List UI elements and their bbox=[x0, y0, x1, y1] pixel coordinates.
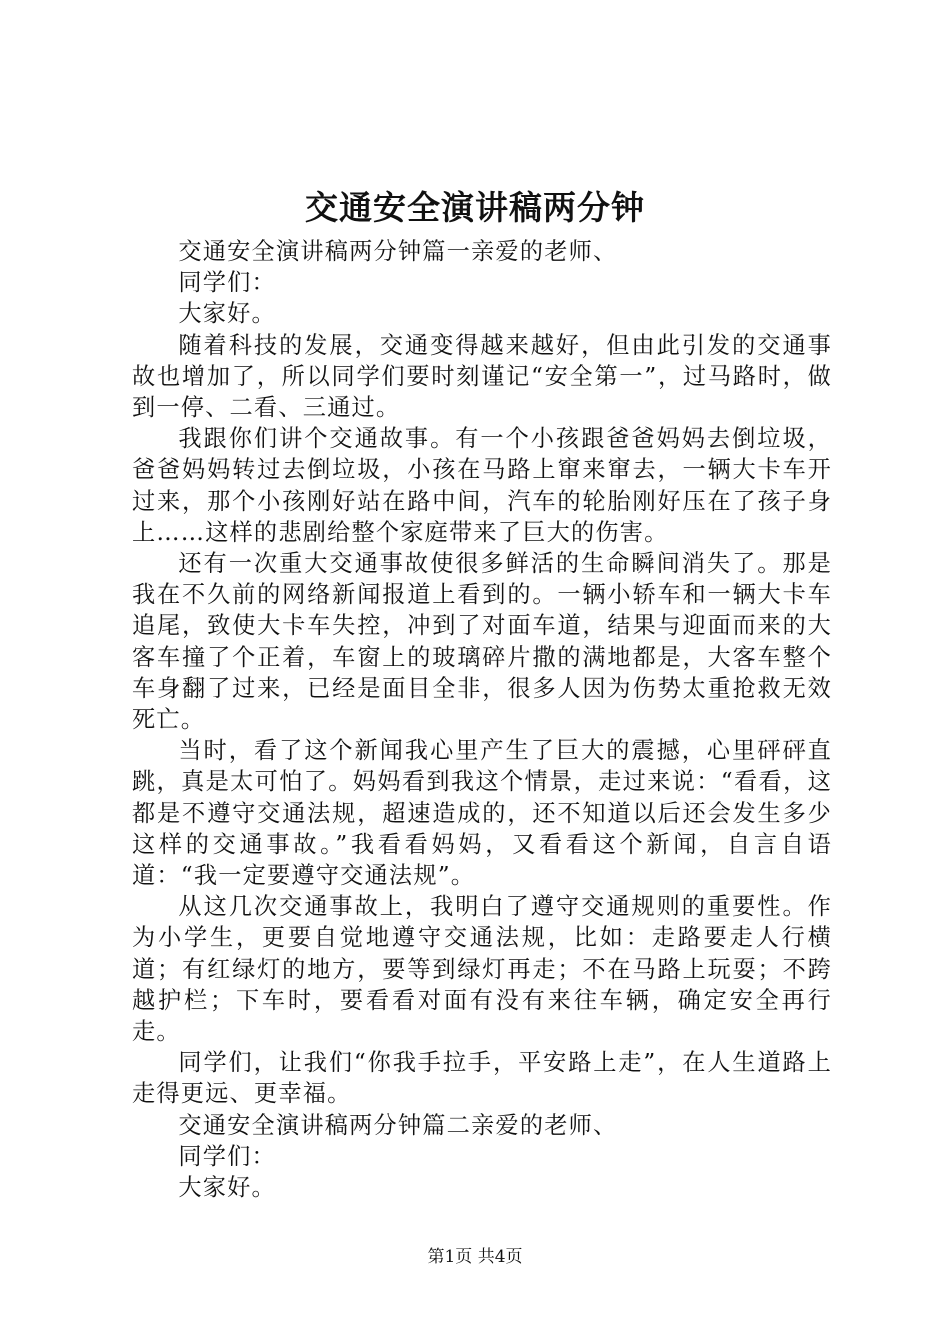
paragraph: 大家好。 bbox=[178, 1174, 276, 1202]
paragraph: 还有一次重大交通事故使很多鲜活的生命瞬间消失了。那是我在不久前的网络新闻报道上看到的。一辆小轿车和一辆大卡车追尾，致使大卡车失控，冲到了对面车道，结果与迎面而来的大客车撞了个正着，车窗上的玻璃碎片撒的满地都是，大客车整个车身翻了过来，已经是面目全非，很多人因为伤势太重抢救无效死亡。 bbox=[132, 550, 832, 734]
paragraph: 同学们： bbox=[178, 269, 276, 297]
document-body bbox=[132, 236, 832, 1203]
paragraph: 大家好。 bbox=[178, 300, 276, 328]
paragraph: 同学们： bbox=[178, 1142, 276, 1170]
paragraph: 我跟你们讲个交通故事。有一个小孩跟爸爸妈妈去倒垃圾，爸爸妈妈转过去倒垃圾，小孩在马路上窜来窜去，一辆大卡车开过来，那个小孩刚好站在路中间，汽车的轮胎刚好压在了孩子身上……这样的悲剧给整个家庭带来了巨大的伤害。 bbox=[132, 425, 832, 546]
page-footer: 第1页 共4页 bbox=[427, 1247, 523, 1267]
paragraph: 交通安全演讲稿两分钟篇二亲爱的老师、 bbox=[178, 1111, 618, 1139]
document-title: 交通安全演讲稿两分钟 bbox=[305, 188, 645, 227]
paragraph: 从这几次交通事故上，我明白了遵守交通规则的重要性。作为小学生，更要自觉地遵守交通法规，比如：走路要走人行横道；有红绿灯的地方，要等到绿灯再走；不在马路上玩耍；不跨越护栏；下车时，要看看对面有没有来往车辆，确定安全再行走。 bbox=[132, 893, 832, 1046]
paragraph: 同学们，让我们“你我手拉手，平安路上走”，在人生道路上走得更远、更幸福。 bbox=[132, 1049, 832, 1108]
paragraph: 当时，看了这个新闻我心里产生了巨大的震撼，心里砰砰直跳，真是太可怕了。妈妈看到我这个情景，走过来说：“看看，这都是不遵守交通法规，超速造成的，还不知道以后还会发生多少这样的交通事故。”我看看妈妈，又看看这个新闻，自言自语道：“我一定要遵守交通法规”。 bbox=[132, 737, 832, 890]
paragraph: 随着科技的发展，交通变得越来越好，但由此引发的交通事故也增加了，所以同学们要时刻谨记“安全第一”，过马路时，做到一停、二看、三通过。 bbox=[132, 331, 832, 422]
paragraph: 交通安全演讲稿两分钟篇一亲爱的老师、 bbox=[178, 238, 618, 265]
